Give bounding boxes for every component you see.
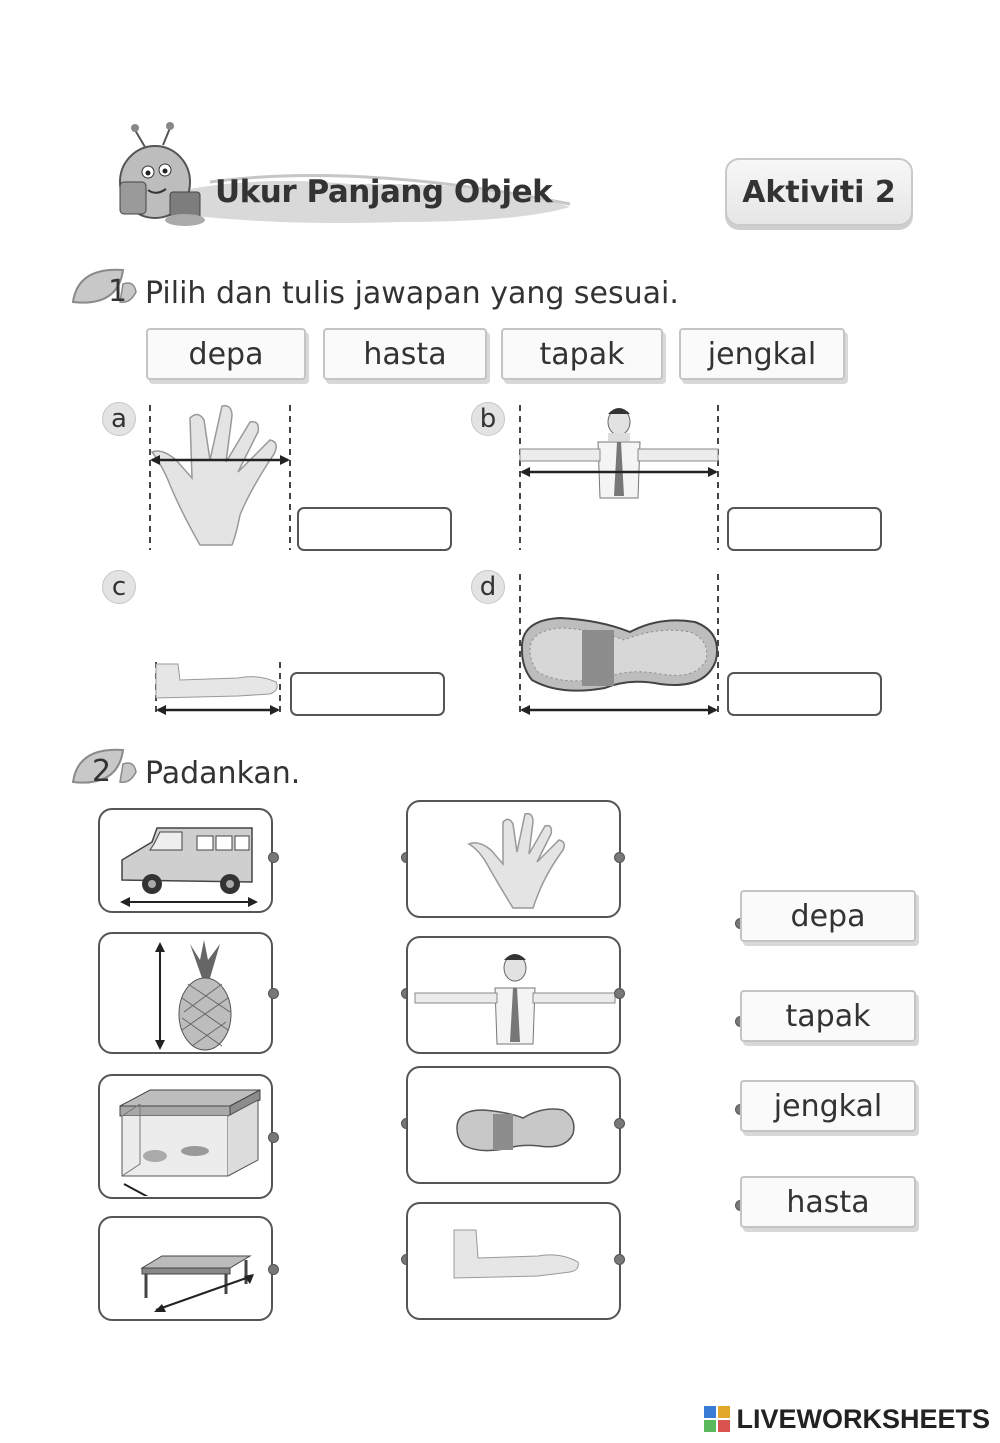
- match-dot[interactable]: [614, 988, 625, 999]
- match-dot[interactable]: [268, 988, 279, 999]
- item-a-label: a: [102, 402, 136, 436]
- question-2-instruction: Padankan.: [145, 756, 301, 791]
- pineapple-icon: [140, 938, 240, 1052]
- hand-span-icon: [140, 400, 300, 555]
- measure-card-forearm[interactable]: [406, 1202, 621, 1320]
- brand-name: LIVEWORKSHEETS: [736, 1404, 990, 1434]
- forearm-icon: [148, 660, 288, 720]
- item-c-label: c: [102, 570, 136, 604]
- measure-card-foot[interactable]: [406, 1066, 621, 1184]
- arm-span-icon: [413, 946, 618, 1048]
- word-bank-jengkal[interactable]: jengkal: [679, 328, 845, 380]
- forearm-icon: [448, 1224, 583, 1294]
- answer-box-d[interactable]: [727, 672, 882, 716]
- answer-box-c[interactable]: [290, 672, 445, 716]
- object-card-pineapple[interactable]: [98, 932, 273, 1054]
- answer-box-b[interactable]: [727, 507, 882, 551]
- match-dot[interactable]: [268, 1132, 279, 1143]
- bench-icon: [120, 1228, 260, 1318]
- match-dot[interactable]: [614, 852, 625, 863]
- van-icon: [112, 820, 262, 908]
- answer-box-a[interactable]: [297, 507, 452, 551]
- match-dot[interactable]: [268, 1264, 279, 1275]
- title-banner: [100, 112, 580, 232]
- liveworksheets-icon: [704, 1406, 732, 1434]
- match-word-jengkal[interactable]: jengkal: [740, 1080, 916, 1132]
- match-dot[interactable]: [268, 852, 279, 863]
- object-card-bench[interactable]: [98, 1216, 273, 1321]
- object-card-aquarium[interactable]: [98, 1074, 273, 1199]
- question-1-number: 1: [108, 274, 128, 309]
- page-title: Ukur Panjang Objek: [215, 174, 553, 210]
- leaf-number-icon: [68, 262, 138, 314]
- word-bank-hasta[interactable]: hasta: [323, 328, 487, 380]
- match-word-tapak[interactable]: tapak: [740, 990, 916, 1042]
- match-word-hasta[interactable]: hasta: [740, 1176, 916, 1228]
- word-bank-tapak[interactable]: tapak: [501, 328, 663, 380]
- activity-badge: Aktiviti 2: [725, 158, 913, 226]
- match-dot[interactable]: [614, 1118, 625, 1129]
- liveworksheets-logo: [704, 1404, 990, 1435]
- shoe-sole-icon: [510, 570, 730, 720]
- match-dot[interactable]: [614, 1254, 625, 1265]
- measure-card-arms[interactable]: [406, 936, 621, 1054]
- word-bank-depa[interactable]: depa: [146, 328, 306, 380]
- item-b-label: b: [471, 402, 505, 436]
- aquarium-icon: [110, 1086, 268, 1196]
- question-2-number: 2: [92, 754, 112, 789]
- arm-span-icon: [510, 400, 730, 555]
- measure-card-hand[interactable]: [406, 800, 621, 918]
- match-word-depa[interactable]: depa: [740, 890, 916, 942]
- object-card-van[interactable]: [98, 808, 273, 913]
- question-1-instruction: Pilih dan tulis jawapan yang sesuai.: [145, 276, 679, 311]
- caterpillar-mascot-icon: [120, 122, 205, 226]
- item-d-label: d: [471, 570, 505, 604]
- hand-icon: [463, 810, 573, 912]
- shoe-sole-icon: [453, 1098, 578, 1158]
